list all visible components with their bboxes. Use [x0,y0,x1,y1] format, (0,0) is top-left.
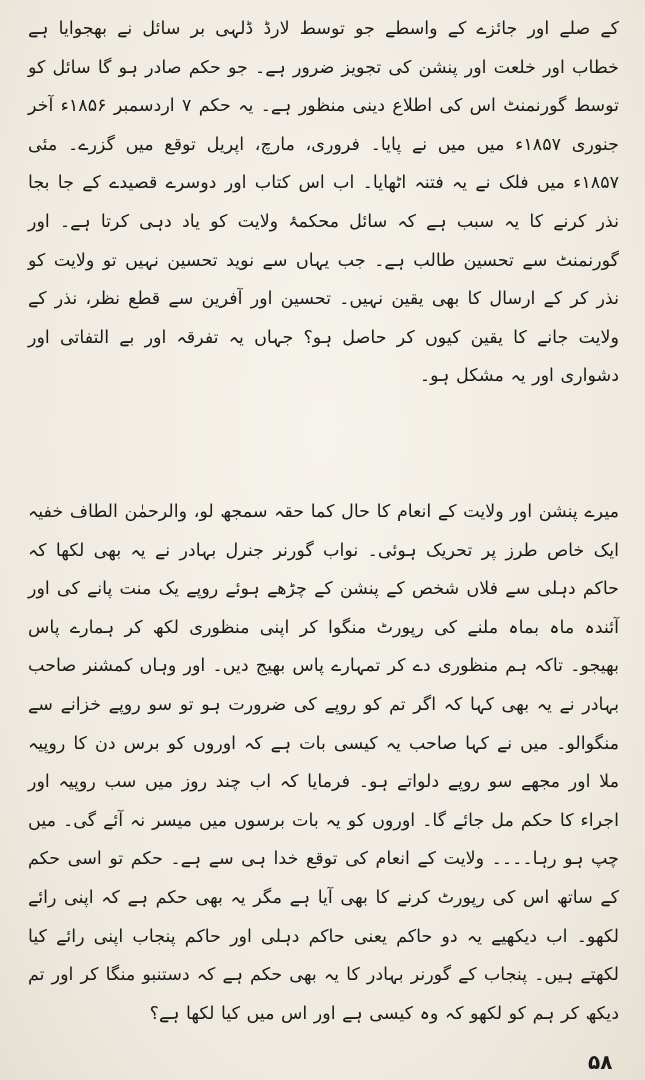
page-text [28,10,619,1033]
paragraph-1: کے صلے اور جائزے کے واسطے جو توسط لارڈ ڈلہی بر سائل نے بھجوایا ہے خطاب اور خلعت اور پنشن کی تجویز ضرور ہے۔ جو حکم صادر ہو گا سائل کو توسط گورنمنٹ اس کی اطلاع دینی منظور ہے۔ یہ حکم ۷ اردسمبر ۱۸۵۶ء آخر جنوری ۱۸۵۷ء میں میں نے پایا۔ فروری، مارچ، اپریل توقع میں گزرے۔ مئی ۱۸۵۷ء میں فلک نے یہ فتنہ اٹھایا۔ اب اس کتاب اور دوسرے قصیدے کے جا بجا نذر کرنے کا یہ سبب ہے کہ سائل محکمۂ ولایت کو یاد دہی کرتا ہے۔ اور گورنمنٹ سے تحسین طالب ہے۔ جب یہاں سے نوید تحسین نہیں تو ولایت کو نذر کر کے ارسال کا بھی یقین نہیں۔ تحسین اور آفرین سے قطع نظر، نذر کے ولایت جانے کا یقین کیوں کر حاصل ہو؟ جہاں یہ تفرقہ اور بے التفاتی اور دشواری اور یہ مشکل ہو۔ [28,19,620,387]
paragraph-2: میرے پنشن اور ولایت کے انعام کا حال کما حقہ سمجھ لو، والرحمٰن الطاف خفیہ ایک خاص طرز پر تحریک ہوئی۔ نواب گورنر جنرل بہادر نے یہ بھی لکھا کہ حاکم دہلی سے فلاں شخص کے پنشن کے چڑھے ہوئے روپے یک منت پانے کی اور آئندہ ماہ بماہ ملنے کی رپورٹ منگوا کر اپنی منظوری لکھ کر ہمارے پاس بھیجو۔ تاکہ ہم منظوری دے کر تمہارے پاس بھیج دیں۔ اور وہاں کمشنر صاحب بہادر نے یہ بھی کہا کہ اگر تم کو روپے کی ضرورت ہو تو سو روپے خزانے سے منگوالو۔ میں نے کہا صاحب یہ کیسی بات ہے کہ اوروں کو برس دن کا روپیہ ملا اور مجھے سو روپے دلواتے ہو۔ فرمایا کہ اب چند روز میں سب روپیہ اور اجراء کا حکم مل جائے گا۔ اوروں کو یہ بات برسوں میں میسر نہ آئے گی۔ میں چپ ہو رہا۔۔۔۔ ولایت کے انعام کی توقع خدا ہی سے ہے۔ حکم تو اسی حکم کے ساتھ اس کی رپورٹ کرنے کا بھی آیا ہے مگر یہ بھی حکم ہے کہ اپنی رائے لکھو۔ اب دیکھیے یہ دو حاکم یعنی حاکم دہلی اور حاکم پنجاب اپنی رائے کیا لکھتے ہیں۔ پنجاب کے گورنر بہادر کا یہ بھی حکم ہے کہ دستنبو منگا کر اور تم دیکھ کر ہم کو لکھو کہ وہ کیسی ہے اور اس میں کیا لکھا ہے؟ [28,502,619,1024]
page-number: ۵۸ [588,1050,613,1074]
